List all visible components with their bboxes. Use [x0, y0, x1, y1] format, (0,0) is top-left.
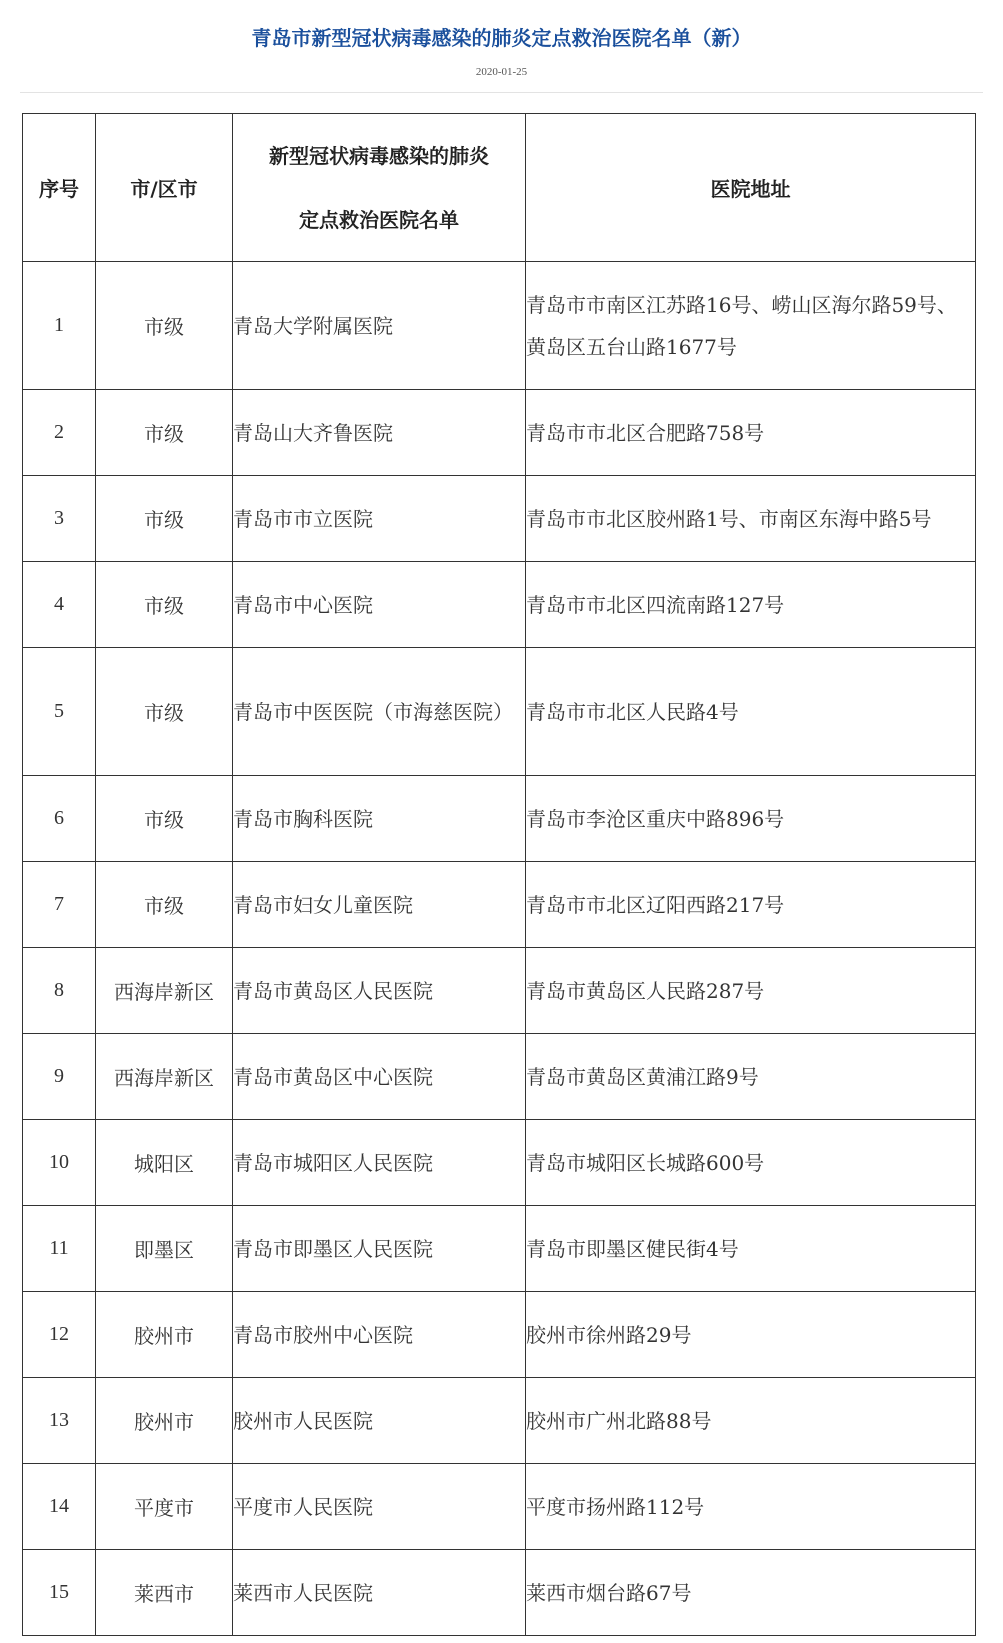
table-row — [23, 948, 976, 1034]
row-index: 11 — [23, 1206, 96, 1292]
page-title: 青岛市新型冠状病毒感染的肺炎定点救治医院名单（新） — [251, 26, 752, 50]
table-row — [23, 1120, 976, 1206]
row-address: 青岛市市北区胶州路1号、市南区东海中路5号 — [526, 476, 976, 562]
row-district: 胶州市 — [96, 1378, 233, 1464]
row-index: 12 — [23, 1292, 96, 1378]
row-district: 市级 — [96, 476, 233, 562]
row-district: 即墨区 — [96, 1206, 233, 1292]
row-district: 市级 — [96, 562, 233, 648]
row-hospital: 青岛市中心医院 — [233, 562, 526, 648]
table-row — [23, 262, 976, 390]
row-address: 胶州市徐州路29号 — [526, 1292, 976, 1378]
row-address: 青岛市黄岛区黄浦江路9号 — [526, 1034, 976, 1120]
row-index: 1 — [23, 262, 96, 390]
table-row — [23, 776, 976, 862]
row-hospital: 青岛市黄岛区中心医院 — [233, 1034, 526, 1120]
row-address: 青岛市城阳区长城路600号 — [526, 1120, 976, 1206]
row-index: 8 — [23, 948, 96, 1034]
table-row — [23, 1034, 976, 1120]
header-hospital-line1: 新型冠状病毒感染的肺炎 — [269, 143, 489, 168]
row-district: 西海岸新区 — [96, 1034, 233, 1120]
row-index: 5 — [23, 648, 96, 776]
title-divider — [20, 92, 983, 93]
row-index: 2 — [23, 390, 96, 476]
table-row — [23, 1550, 976, 1636]
row-hospital: 青岛山大齐鲁医院 — [233, 390, 526, 476]
row-hospital: 青岛市中医医院（市海慈医院） — [233, 648, 526, 776]
table-row — [23, 1292, 976, 1378]
row-district: 市级 — [96, 390, 233, 476]
row-address: 平度市扬州路112号 — [526, 1464, 976, 1550]
row-address: 青岛市李沧区重庆中路896号 — [526, 776, 976, 862]
row-index: 15 — [23, 1550, 96, 1636]
row-address: 青岛市市北区辽阳西路217号 — [526, 862, 976, 948]
hospital-table — [22, 113, 976, 1636]
header-address: 医院地址 — [526, 114, 976, 262]
row-district: 市级 — [96, 776, 233, 862]
row-address: 青岛市黄岛区人民路287号 — [526, 948, 976, 1034]
row-hospital: 青岛大学附属医院 — [233, 262, 526, 390]
table-row — [23, 1206, 976, 1292]
row-hospital: 平度市人民医院 — [233, 1464, 526, 1550]
header-district: 市/区市 — [96, 114, 233, 262]
row-hospital: 青岛市市立医院 — [233, 476, 526, 562]
table-row — [23, 1464, 976, 1550]
row-index: 4 — [23, 562, 96, 648]
row-hospital: 莱西市人民医院 — [233, 1550, 526, 1636]
publish-date: 2020-01-25 — [475, 66, 528, 78]
row-index: 14 — [23, 1464, 96, 1550]
row-address: 莱西市烟台路67号 — [526, 1550, 976, 1636]
header-hospital-line2: 定点救治医院名单 — [299, 207, 459, 232]
table-row — [23, 862, 976, 948]
row-hospital: 青岛市胶州中心医院 — [233, 1292, 526, 1378]
row-address: 青岛市市北区合肥路758号 — [526, 390, 976, 476]
table-row — [23, 390, 976, 476]
row-district: 市级 — [96, 862, 233, 948]
row-index: 6 — [23, 776, 96, 862]
table-row — [23, 648, 976, 776]
row-hospital: 青岛市妇女儿童医院 — [233, 862, 526, 948]
row-hospital: 青岛市胸科医院 — [233, 776, 526, 862]
row-district: 平度市 — [96, 1464, 233, 1550]
table-row — [23, 476, 976, 562]
row-address: 青岛市市北区四流南路127号 — [526, 562, 976, 648]
row-index: 7 — [23, 862, 96, 948]
row-index: 10 — [23, 1120, 96, 1206]
header-hospital — [233, 114, 526, 262]
row-address: 青岛市市南区江苏路16号、崂山区海尔路59号、黄岛区五台山路1677号 — [526, 262, 976, 390]
row-hospital: 胶州市人民医院 — [233, 1378, 526, 1464]
row-district: 莱西市 — [96, 1550, 233, 1636]
row-hospital: 青岛市黄岛区人民医院 — [233, 948, 526, 1034]
row-index: 3 — [23, 476, 96, 562]
row-district: 西海岸新区 — [96, 948, 233, 1034]
table-header-row — [23, 114, 976, 262]
row-address: 胶州市广州北路88号 — [526, 1378, 976, 1464]
row-address: 青岛市市北区人民路4号 — [526, 648, 976, 776]
row-district: 市级 — [96, 262, 233, 390]
header-index: 序号 — [23, 114, 96, 262]
row-district: 城阳区 — [96, 1120, 233, 1206]
row-hospital: 青岛市即墨区人民医院 — [233, 1206, 526, 1292]
table-row — [23, 1378, 976, 1464]
row-address: 青岛市即墨区健民街4号 — [526, 1206, 976, 1292]
table-row — [23, 562, 976, 648]
row-hospital: 青岛市城阳区人民医院 — [233, 1120, 526, 1206]
row-index: 9 — [23, 1034, 96, 1120]
row-index: 13 — [23, 1378, 96, 1464]
row-district: 胶州市 — [96, 1292, 233, 1378]
row-district: 市级 — [96, 648, 233, 776]
